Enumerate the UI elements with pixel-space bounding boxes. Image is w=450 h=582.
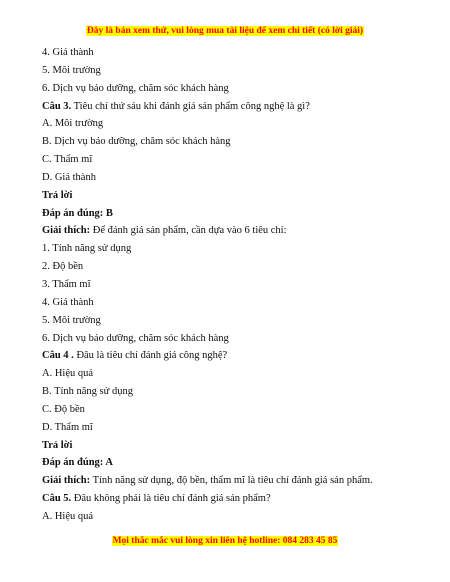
document-line [42, 115, 422, 133]
document-line [42, 347, 422, 365]
document-line [42, 383, 422, 401]
document-line [42, 98, 422, 116]
document-line [42, 454, 422, 472]
document-line [42, 240, 422, 258]
line-text: B. Dịch vụ bảo dưỡng, chăm sóc khách hàng [42, 136, 231, 148]
document-line [42, 151, 422, 169]
preview-notice-text: Đây là bản xem thử, vui lòng mua tài liệu để xem chi tiết (có lời giải) [86, 26, 364, 36]
document-line [42, 222, 422, 240]
document-line [42, 401, 422, 419]
line-text: 3. Thẩm mĩ [42, 278, 91, 290]
document-line [42, 472, 422, 490]
line-text: A. Hiệu quả [42, 510, 94, 522]
line-text: D. Thẩm mĩ [42, 421, 93, 433]
line-label: Câu 5. [42, 493, 72, 505]
line-text: 5. Môi trường [42, 314, 101, 326]
line-text: 6. Dịch vụ bảo dưỡng, chăm sóc khách hàng [42, 82, 229, 94]
line-text: C. Độ bền [42, 403, 85, 415]
document-line [42, 437, 422, 455]
line-text: 5. Môi trường [42, 64, 101, 76]
line-text: Tính năng sử dụng, độ bền, thẩm mĩ là tiêu chí đánh giá sản phẩm. [90, 475, 373, 487]
line-text: Đâu là tiêu chí đánh giá công nghệ? [73, 350, 228, 362]
line-text: 4. Giá thành [42, 47, 94, 58]
line-label: Câu 4 . [42, 350, 74, 362]
line-text: A. Hiệu quả [42, 368, 94, 380]
document-line [42, 133, 422, 151]
line-text: Tiêu chí thứ sáu khi đánh giá sản phẩm công nghệ là gì? [71, 100, 310, 112]
line-text: A. Môi trường [42, 118, 104, 130]
document-line [42, 169, 422, 187]
document-line [42, 294, 422, 312]
line-label: Câu 3. [42, 100, 72, 112]
line-text: 2. Độ bền [42, 261, 84, 273]
line-label: Đáp án đúng: B [42, 207, 113, 219]
line-text: C. Thẩm mĩ [42, 154, 93, 166]
document-line [42, 187, 422, 205]
document-line [42, 365, 422, 383]
line-text: Để đánh giá sản phẩm, cần dựa vào 6 tiêu chí: [90, 225, 287, 237]
line-label: Trả lời [42, 189, 73, 201]
line-text: B. Tính năng sử dụng [42, 386, 133, 398]
line-label: Giải thích: [42, 225, 91, 237]
document-line [42, 330, 422, 348]
document-line [42, 312, 422, 330]
line-text: Đâu không phải là tiêu chí đánh giá sản phẩm? [71, 493, 271, 505]
document-line [42, 62, 422, 80]
document-line [42, 205, 422, 223]
line-text: 4. Giá thành [42, 296, 94, 308]
hotline-notice-banner [0, 535, 450, 547]
document-line [42, 80, 422, 98]
line-label: Trả lời [42, 439, 73, 451]
line-text: 1. Tính năng sử dụng [42, 243, 132, 255]
document-line [42, 419, 422, 437]
line-text: D. Giá thành [42, 171, 96, 183]
hotline-notice-text: Mọi thắc mắc vui lòng xin liên hệ hotline: 084 283 45 85 [112, 536, 338, 546]
line-text: 6. Dịch vụ bảo dưỡng, chăm sóc khách hàng [42, 332, 229, 344]
document-line [42, 276, 422, 294]
document-line [42, 490, 422, 508]
document-line [42, 508, 422, 526]
line-label: Đáp án đúng: A [42, 457, 113, 469]
document-body [42, 44, 422, 526]
line-label: Giải thích: [42, 475, 91, 487]
preview-notice-banner [0, 25, 450, 37]
document-line [42, 258, 422, 276]
document-line [42, 44, 422, 62]
